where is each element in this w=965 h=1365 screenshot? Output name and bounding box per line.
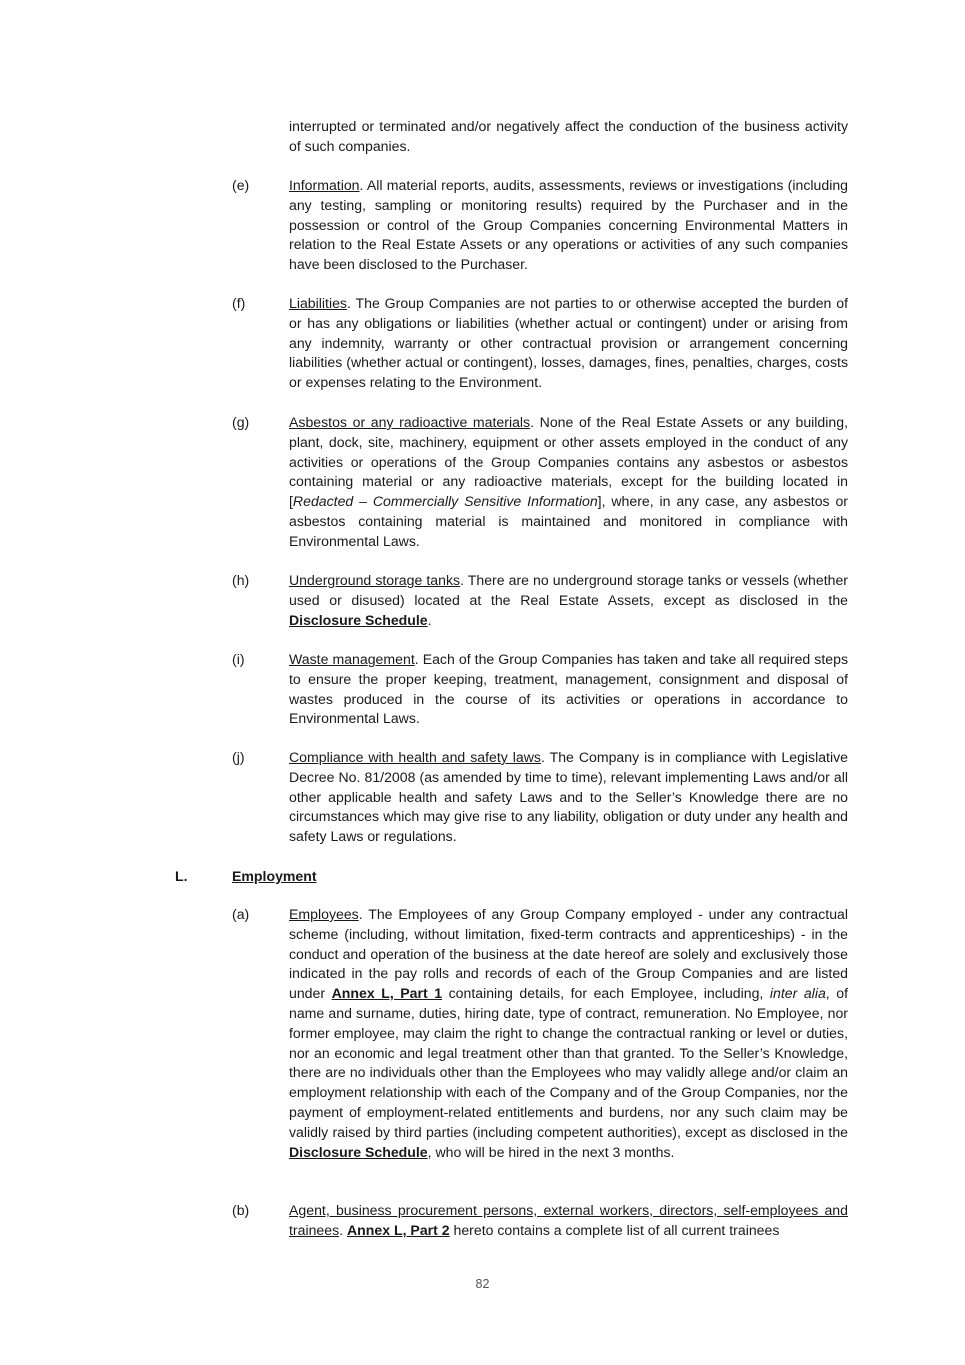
item-f-heading: Liabilities bbox=[289, 295, 347, 311]
item-la-disclosure-link[interactable]: Disclosure Schedule bbox=[289, 1143, 428, 1160]
item-la-label: (a) bbox=[232, 906, 250, 922]
continuation-text: interrupted or terminated and/or negatively affect the conduction of the business activity of such companies. bbox=[289, 118, 848, 154]
item-j-paragraph bbox=[289, 748, 848, 847]
item-g-text-1: . None of the Real Estate Assets or any building, plant, dock, site, machinery, equipment or other assets employed in the conduct of any activities or operations of the Group Companies contains any asbestos or asbestos containing material or any radioactive materials, except for the building located in [ bbox=[289, 414, 848, 510]
item-i-label: (i) bbox=[232, 651, 245, 667]
item-j-label: (j) bbox=[232, 749, 245, 765]
item-la-text-4: , who will be hired in the next 3 months. bbox=[427, 1143, 675, 1160]
item-h-text-2: . bbox=[427, 611, 432, 628]
item-j-heading: Compliance with health and safety laws bbox=[289, 749, 541, 765]
item-f-text: . The Group Companies are not parties to or otherwise accepted the burden of or has any obligations or liabilities (whether actual or contingent) under or arising from any indemnity, warranty or other contractual provision or arrangement concerning liabilities (whether actual or contingent), losses, damages, fines, penalties, charges, costs or expenses relating to the Environment. bbox=[289, 295, 848, 391]
item-g-paragraph bbox=[289, 413, 848, 552]
item-lb-label: (b) bbox=[232, 1202, 250, 1218]
item-la-text-3: , of name and surname, duties, hiring date, type of contract, remuneration. No Employee, nor former employee, may claim the right to change the contractual ranking or level or duties, nor an economic and legal treatment other than that granted. To the Seller’s Knowledge, there are no individuals other than the Employees who may validly allege and/or claim an employment relationship with each of the Company and of the Group Companies, nor the payment of employment-related entitlements and burdens, nor any such claim may be validly raised by third parties (including competent authorities), except as disclosed in the bbox=[289, 985, 849, 1140]
item-lb-text-2: hereto contains a complete list of all current trainees bbox=[449, 1221, 780, 1238]
item-g-label: (g) bbox=[232, 414, 250, 430]
item-i-paragraph bbox=[289, 650, 848, 729]
item-h-heading: Underground storage tanks bbox=[289, 572, 461, 588]
item-j-text: . The Company is in compliance with Legislative Decree No. 81/2008 (as amended by time to time), relevant implementing Laws and/or all other applicable health and safety Laws and to the Seller’s Knowledge there are no circumstances which may give rise to any liability, obligation or duty under any health and safety Laws or regulations. bbox=[289, 749, 848, 845]
item-f-label: (f) bbox=[232, 295, 246, 311]
item-lb-paragraph bbox=[289, 1201, 848, 1241]
item-la-paragraph bbox=[289, 905, 848, 1162]
item-la-heading: Employees bbox=[289, 906, 359, 922]
item-e-heading: Information bbox=[289, 177, 360, 193]
item-i-heading: Waste management bbox=[289, 651, 415, 667]
item-e-label: (e) bbox=[232, 177, 250, 193]
page-number: 82 bbox=[475, 1277, 490, 1291]
annex-l-part-1-link[interactable]: Annex L, Part 1 bbox=[331, 985, 443, 1002]
item-h-paragraph bbox=[289, 571, 848, 630]
item-g-redacted: Redacted – Commercially Sensitive Information bbox=[292, 493, 598, 510]
item-g-text-2: ], where, in any case, any asbestos or asbestos containing material is maintained and monitored in compliance with Environmental Laws. bbox=[289, 493, 848, 549]
item-g-heading: Asbestos or any radioactive materials bbox=[289, 414, 531, 430]
item-lb-heading: Agent, business procurement persons, external workers, directors, self-employees and trainees bbox=[289, 1202, 848, 1238]
item-h-label: (h) bbox=[232, 572, 250, 588]
item-la-text-2: containing details, for each Employee, including, bbox=[442, 985, 770, 1002]
continuation-paragraph bbox=[289, 117, 848, 157]
item-lb-text-1: . bbox=[339, 1221, 347, 1238]
item-i-text: . Each of the Group Companies has taken and take all required steps to ensure the proper keeping, treatment, management, consignment and disposal of wastes produced in the course of its activities or operations in accordance to Environmental Laws. bbox=[289, 651, 848, 727]
annex-l-part-2-link[interactable]: Annex L, Part 2 bbox=[346, 1221, 450, 1238]
item-la-italic: inter alia bbox=[769, 985, 826, 1002]
item-e-text: . All material reports, audits, assessments, reviews or investigations (including any testing, sampling or monitoring results) required by the Purchaser and in the possession or control of the Group Companies concerning Environmental Matters in relation to the Real Estate Assets or any operations or activities of any such companies have been disclosed to the Purchaser. bbox=[289, 177, 848, 273]
item-la-text-1: . The Employees of any Group Company employed - under any contractual scheme (including, without limitation, fixed-term contracts and apprenticeships) - in the conduct and operation of the business at the date hereof are solely and exclusively those indicated in the pay rolls and records of each of the Group Companies and are listed under bbox=[289, 906, 848, 1002]
item-h-text-1: . There are no underground storage tanks or vessels (whether used or disused) located at the Real Estate Assets, except as disclosed in the bbox=[289, 572, 848, 608]
item-f-paragraph bbox=[289, 294, 848, 393]
section-l-label: L. bbox=[175, 868, 188, 884]
item-h-disclosure-link[interactable]: Disclosure Schedule bbox=[289, 611, 428, 628]
section-l-title: Employment bbox=[232, 868, 317, 884]
item-e-paragraph bbox=[289, 176, 848, 275]
